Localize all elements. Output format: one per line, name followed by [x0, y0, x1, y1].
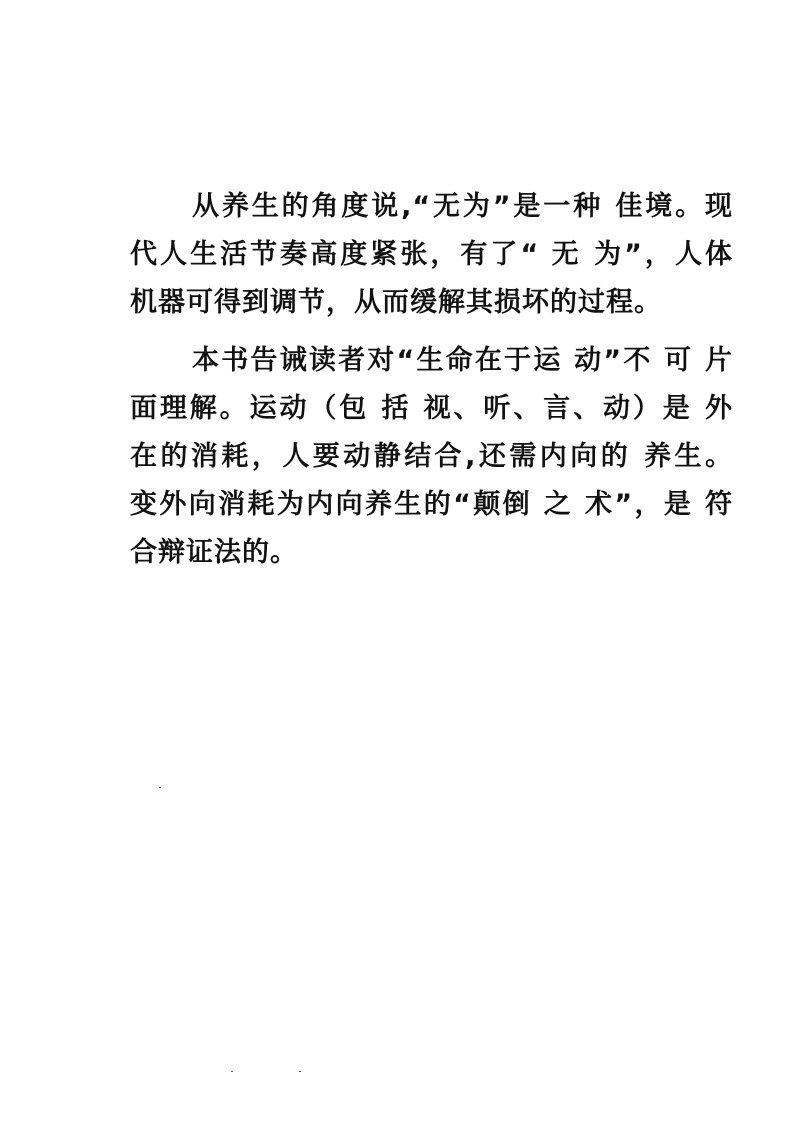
scan-speck: [299, 1071, 301, 1072]
text-line: 变外向消耗为内向养生的“颠倒 之 术”，是 符: [130, 489, 733, 520]
text-line: 面理解。运动（包 括 视、听、言、动）是 外: [130, 393, 733, 424]
text-line: 机器可得到调节，从而缓解其损坏的过程。: [130, 287, 662, 318]
body-text: [130, 183, 733, 577]
text-line: 本书告诫读者对“生命在于运 动”不 可 片: [192, 345, 733, 376]
text-line: 在的消耗，人要动静结合,还需内向的 养生。: [130, 441, 733, 472]
paragraph-1: [130, 183, 733, 327]
text-line: 代人生活节奏高度紧张，有了“ 无 为”，人体: [130, 239, 733, 270]
scan-speck: [231, 1071, 233, 1072]
text-line: 合辩证法的。: [130, 537, 298, 568]
paragraph-gap: [130, 327, 733, 337]
text-line: 从养生的角度说,“无为”是一种 佳境。现: [192, 191, 733, 222]
paragraph-2: [130, 337, 733, 577]
scan-speck: [159, 787, 161, 788]
